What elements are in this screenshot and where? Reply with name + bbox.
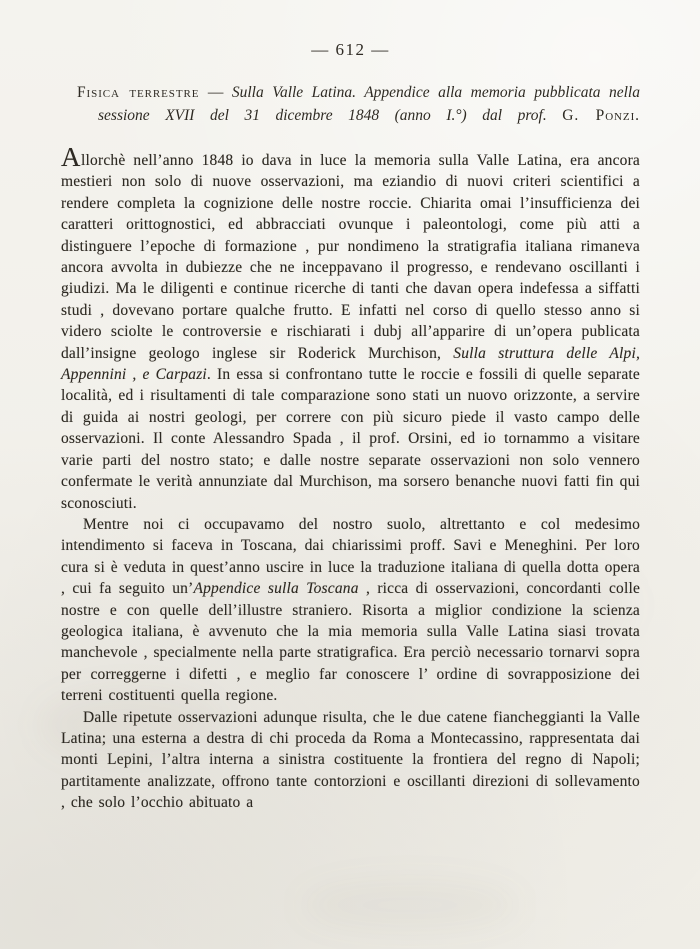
- heading-dash: —: [199, 84, 232, 101]
- paragraph-2-text-cont: , ricca di osservazioni, concordanti colle nostre e con quelle dell’illustre straniero. Risorta a miglior condizione la scienza geologica italiana, è avvenuto che la mia memoria sulla Valle Latina siasi trovata manchevole , specialmente nella parte stratigrafica. Era perciò necessario tornarvi sopra per correggerne i difetti , e meglio far conoscere l’ ordine di sovrapposizione dei terreni costituenti quella regione.: [61, 580, 641, 705]
- dropcap-initial: A: [61, 142, 82, 172]
- cited-work-title-appendice: Appendice sulla Toscana: [193, 580, 359, 598]
- section-label: Fisica terrestre: [77, 84, 200, 101]
- paper-stain: [300, 880, 520, 930]
- paragraph-2-text: Mentre noi ci occupavamo del nostro suolo, altrettanto e col medesimo intendimento si faceva in Toscana, dai chiarissimi proff. Savi e Meneghini. Per loro cura si è veduta in quest’anno uscire in luce la traduzione italiana di quella dotta opera , cui fa seguito un’: [61, 515, 640, 598]
- article-heading: [61, 81, 640, 127]
- article-title: Sulla Valle Latina. Appendice alla memoria pubblicata nella sessione XVII del 31 dicembre 1848 (anno I.°) dal prof.: [98, 84, 640, 124]
- paragraph-1: [61, 142, 640, 514]
- paragraph-3-text: Dalle ripetute osservazioni adunque risulta, che le due catene fiancheggianti la Valle Latina; una esterna a destra di chi proceda da Roma a Montecassino, rappresentata dai monti Lepini, l’altra interna a sinistra costituente la frontiera del regno di Napoli; partitamente analizzate, offrono tante contorzioni e oscillanti direzioni di sollevamento , che solo l’occhio abituato a: [61, 708, 640, 812]
- paragraph-1-text-cont: . In essa si confrontano tutte le roccie e fossili di quelle separate località, ed i risultamenti di tale comparazione sono stati un nuovo orizzonte, a servire di guida ai nostri geologi, per correre con più sicuro piede il vasto campo delle osservazioni. Il conte Alessandro Spada , il prof. Orsini, ed io tornammo a visitare varie parti del nostro stato; e dalle nostre separate osservazioni non solo vennero confermate le verità annunziate dal Murchison, ma sorsero benanche nuovi fatti fin qui sconosciuti.: [61, 366, 640, 512]
- cited-work-title-murchison: Sulla struttura delle Alpi, Appennini , e Carpazi: [61, 344, 640, 384]
- text-block: [61, 40, 640, 814]
- page-number: — 612 —: [311, 40, 390, 59]
- paragraph-2: [61, 514, 640, 707]
- paragraph-3: [61, 707, 640, 814]
- author-name: G. Ponzi.: [562, 107, 640, 124]
- paragraph-1-text: llorchè nell’anno 1848 io dava in luce la memoria sulla Valle Latina, era ancora mestieri non solo di nuove osservazioni, ma eziandio di nuovi criteri scientifici a rendere completa la cognizione delle nostre roccie. Chiarita omai l’insufficienza dei caratteri orittognostici, ed abbracciati ovunque i paleontologi, come più atti a distinguere l’epoche di formazione , pur nondimeno la stratigrafia italiana rimaneva ancora avvolta in dubiezze che ne inceppavano il progresso, e rendevano oscillanti i giudizi. Ma le diligenti e continue ricerche di tanti che davan opera indefessa a siffatti studi , dovevano portare qualche frutto. E infatti nel corso di quello stesso anno si videro sciolte le controversie e rischiarati i dubj all’apparire di un’opera publicata dall’insigne geologo inglese sir Roderick Murchison,: [61, 152, 640, 362]
